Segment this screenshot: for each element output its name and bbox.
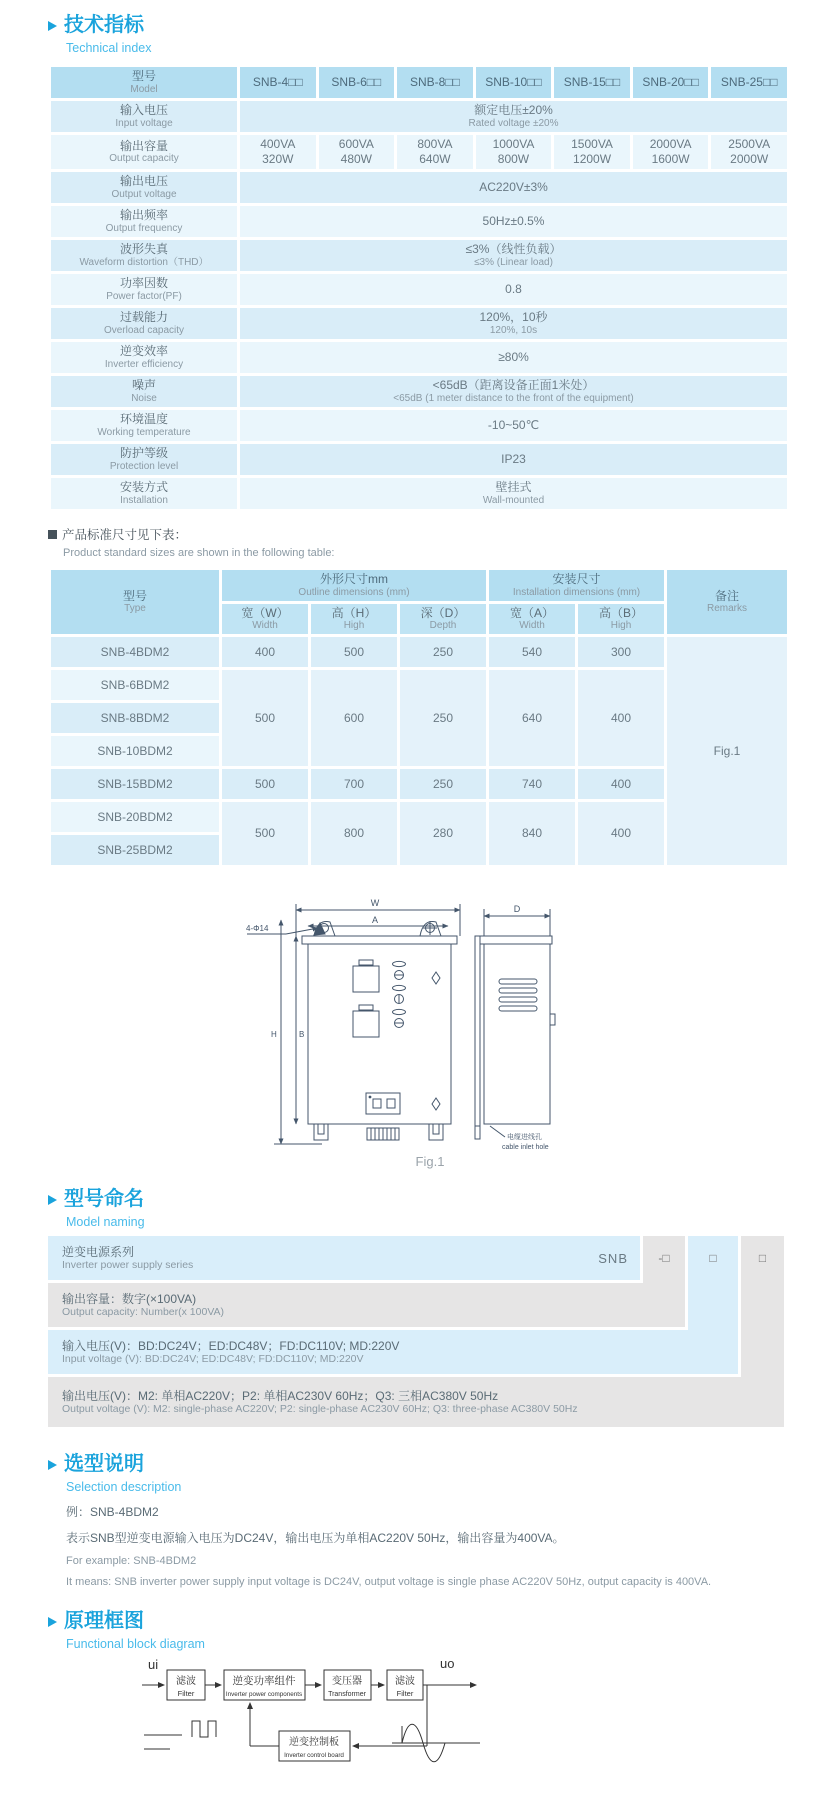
table-row: 型号 Type 外形尺寸mm Outline dimensions (mm) 安装尺寸 Installation dimensions (mm) 备注 Remarks <box>51 570 787 601</box>
table-row: 功率因数 Power factor(PF) 0.8 <box>51 274 787 305</box>
functional-block-diagram <box>140 1655 560 1777</box>
table-row: SNB-25BDM2 <box>51 835 787 865</box>
size-note-en: Product standard sizes are shown in the following table: <box>63 547 335 559</box>
block-power-en: Inverter power components <box>225 1691 303 1699</box>
section-title-en: Functional block diagram <box>66 1637 205 1652</box>
section-arrow-icon <box>48 1460 57 1470</box>
dimension-table <box>48 567 790 868</box>
table-row: SNB-10BDM2 <box>51 736 787 766</box>
block-power-cn: 逆变功率组件 <box>232 1675 296 1688</box>
table-row: 型号 Model SNB-4□□ SNB-6□□ SNB-8□□ SNB-10□□ SNB-15□□ SNB-20□□ SNB-25□□ <box>51 67 787 98</box>
table-row: 输出频率 Output frequency 50Hz±0.5% <box>51 206 787 237</box>
selection-example-en: For example: SNB-4BDM2 <box>66 1555 197 1568</box>
section-arrow-icon <box>48 1195 57 1205</box>
table-row: SNB-15BDM2 500 700 250 740 400 <box>51 769 787 799</box>
section-title-cn: 技术指标 <box>64 14 144 36</box>
block-control-en: Inverter control board <box>284 1752 344 1760</box>
dim-label-a: A <box>371 915 379 926</box>
section-title-cn: 型号命名 <box>64 1188 144 1211</box>
table-row: 宽（W） Width 高（H） High 深（D） Depth 宽（A） Width 高（B） High <box>51 604 787 635</box>
table-row: 输入电压 Input voltage 额定电压±20% Rated voltage ±20% <box>51 101 787 132</box>
table-row: 波形失真 Waveform distortion（THD） ≤3%（线性负载） ≤3% (Linear load) <box>51 240 787 271</box>
model-code-part-3: □ <box>758 1251 767 1266</box>
dimension-drawing <box>244 876 604 1174</box>
section-technical-index <box>48 14 790 55</box>
block-filter1-en: Filter <box>177 1689 195 1699</box>
input-signal-label: ui <box>148 1657 159 1673</box>
selection-desc-cn: 表示SNB型逆变电源输入电压为DC24V，输出电压为单相AC220V 50Hz，输出容量为400VA。 <box>66 1531 565 1546</box>
section-title-cn: 原理框图 <box>64 1610 144 1633</box>
dim-label-holes: 4-Φ14 <box>246 924 269 934</box>
model-code-part-1: -□ <box>658 1251 670 1266</box>
section-arrow-icon <box>48 1617 57 1627</box>
dim-label-d: D <box>513 904 521 915</box>
selection-desc-en: It means: SNB inverter power supply input voltage is DC24V, output voltage is single phase AC220V 50Hz, output capacity is 400VA. <box>66 1576 712 1589</box>
block-filter2-en: Filter <box>396 1689 414 1699</box>
table-row: 安装方式 Installation 壁挂式 Wall-mounted <box>51 478 787 509</box>
output-signal-label: uo <box>440 1656 455 1672</box>
table-row: 输出电压 Output voltage AC220V±3% <box>51 172 787 203</box>
table-row: 逆变效率 Inverter efficiency ≥80% <box>51 342 787 373</box>
dim-label-h: H <box>271 1030 277 1040</box>
block-control-cn: 逆变控制板 <box>289 1737 339 1749</box>
section-title-en: Model naming <box>66 1215 145 1230</box>
cable-inlet-label-cn: 电缆进线孔 <box>507 1134 542 1142</box>
block-transformer-en: Transformer <box>328 1691 366 1699</box>
size-note-cn: 产品标准尺寸见下表： <box>62 528 188 542</box>
naming-row-series: 逆变电源系列 Inverter power supply series SNB <box>48 1236 640 1280</box>
table-row: 输出容量 Output capacity 400VA 320W 600VA 480W 800VA 640W 1000VA 800W 1500VA 1200W 2000VA 1600W 2500VA 2000W <box>51 135 787 169</box>
section-block-diagram <box>48 1610 790 1651</box>
model-naming-ladder <box>48 1236 790 1427</box>
block-filter2-cn: 滤波 <box>395 1676 415 1688</box>
table-row: SNB-4BDM2 400 500 250 540 300 Fig.1 <box>51 637 787 667</box>
square-bullet-icon <box>48 530 57 539</box>
model-code-prefix: SNB <box>598 1250 628 1266</box>
table-row: SNB-8BDM2 <box>51 703 787 733</box>
figure-1-container <box>48 876 790 1174</box>
table-row: 环境温度 Working temperature -10~50℃ <box>51 410 787 441</box>
block-transformer-cn: 变压器 <box>332 1676 362 1688</box>
section-selection <box>48 1453 790 1494</box>
naming-row-output-voltage: 输出电压(V)：M2: 单相AC220V；P2: 单相AC230V 60Hz；Q3: 三相AC380V 50Hz Output voltage (V): M2: single-phase AC220V; P2: single-phase AC230V 60Hz; Q3: three-phase AC380V 50Hz <box>48 1377 784 1427</box>
technical-spec-table <box>48 64 790 512</box>
remarks-figure-ref: Fig.1 <box>713 743 741 758</box>
naming-row-input-voltage: 输入电压(V)：BD:DC24V；ED:DC48V；FD:DC110V; MD:220V Input voltage (V): BD:DC24V; ED:DC48V; FD:DC110V; MD:220V <box>48 1330 738 1374</box>
section-title-cn: 选型说明 <box>64 1453 144 1476</box>
model-code-part-2: □ <box>709 1251 717 1266</box>
cable-inlet-label-en: cable inlet hole <box>502 1144 549 1152</box>
block-filter1-cn: 滤波 <box>176 1676 196 1688</box>
section-model-naming <box>48 1188 790 1229</box>
figure-caption: Fig.1 <box>415 1154 445 1170</box>
section-title-en: Technical index <box>66 41 152 55</box>
table-row: SNB-6BDM2 500 600 250 640 400 <box>51 670 787 700</box>
table-row: 防护等级 Protection level IP23 <box>51 444 787 475</box>
dim-label-b: B <box>299 1030 305 1040</box>
section-title <box>48 14 790 37</box>
naming-row-capacity: 输出容量：数字(×100VA) Output capacity: Number(x 100VA) <box>48 1283 685 1327</box>
table-row: 噪声 Noise <65dB（距离设备正面1米处） <65dB (1 meter distance to the front of the equipment) <box>51 376 787 407</box>
table-row: SNB-20BDM2 500 800 280 840 400 <box>51 802 787 832</box>
selection-example-cn: 例：SNB-4BDM2 <box>66 1505 159 1520</box>
selection-text <box>66 1503 790 1588</box>
section-arrow-icon <box>48 21 57 31</box>
table-row: 过载能力 Overload capacity 120%，10秒 120%, 10s <box>51 308 787 339</box>
dim-label-w: W <box>370 898 380 909</box>
section-title-en: Selection description <box>66 1480 182 1495</box>
size-note <box>48 525 790 559</box>
